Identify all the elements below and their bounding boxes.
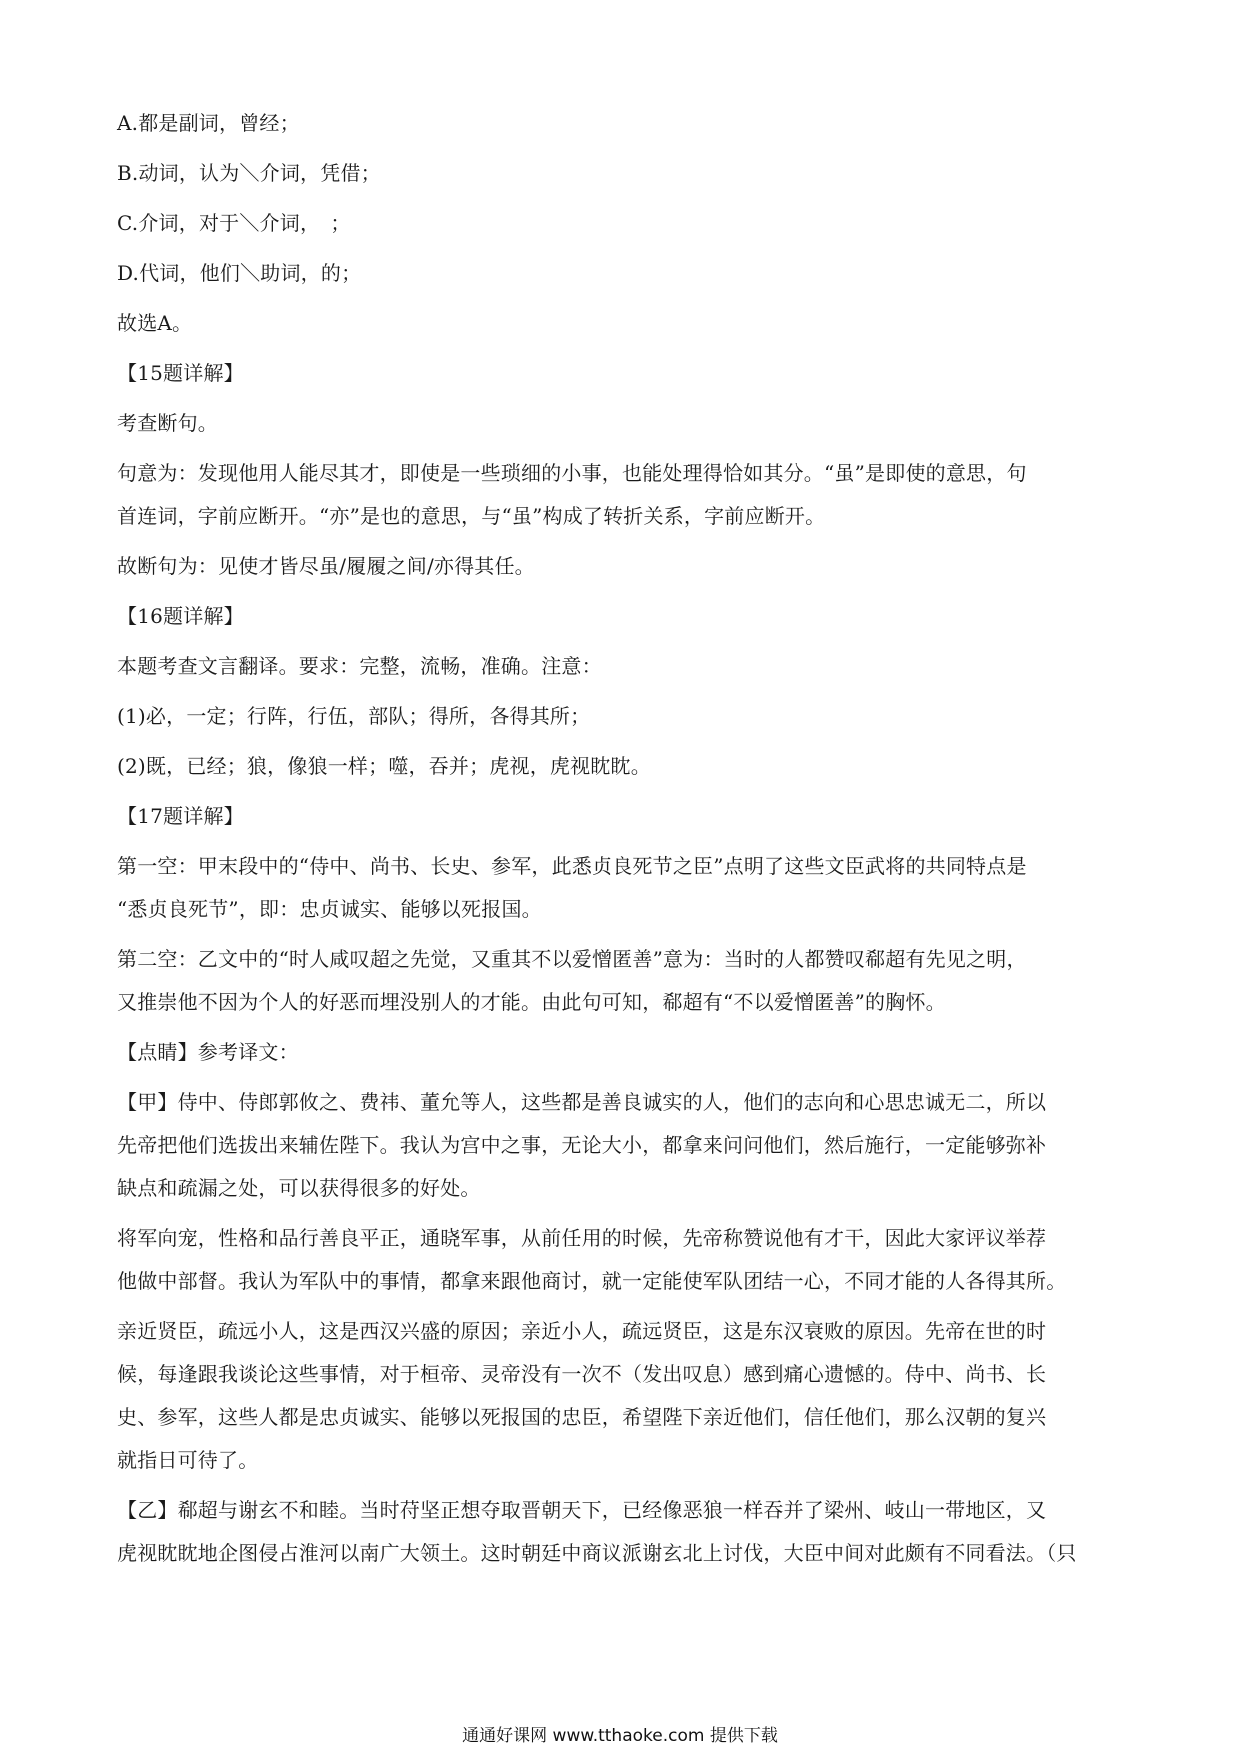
yi-para-line-1: 【乙】郗超与谢玄不和睦。当时苻坚正想夺取晋朝天下，已经像恶狼一样吞并了梁州、岐山一带地区，又 (117, 1498, 1047, 1522)
jia-para2-line-2: 他做中部督。我认为军队中的事情，都拿来跟他商讨，就一定能使军队团结一心，不同才能的人各得其所。 (117, 1269, 1067, 1293)
q17-blank2-line-2: 又推崇他不因为个人的好恶而埋没别人的才能。由此句可知，郗超有“不以爱憎匿善”的胸怀。 (117, 990, 946, 1014)
q17-blank1-line-2: “悉贞良死节”，即：忠贞诚实、能够以死报国。 (117, 897, 542, 921)
jia-para3-line-2: 候，每逢跟我谈论这些事情，对于桓帝、灵帝没有一次不（发出叹息）感到痛心遗憾的。侍中、尚书、长 (117, 1362, 1047, 1386)
jia-para1-line-2: 先帝把他们选拔出来辅佐陛下。我认为宫中之事，无论大小，都拿来问问他们，然后施行，一定能够弥补 (117, 1133, 1047, 1157)
jia-para1-line-3: 缺点和疏漏之处，可以获得很多的好处。 (117, 1176, 481, 1200)
document-body (117, 103, 1132, 1583)
jia-para2-line-1: 将军向宠，性格和品行善良平正，通晓军事，从前任用的时候，先帝称赞说他有才干，因此大家评议举荐 (117, 1226, 1047, 1250)
q15-meaning-line-1: 句意为：发现他用人能尽其才，即使是一些琐细的小事，也能处理得恰如其分。“虽”是即使的意思，句 (117, 461, 1027, 485)
page-footer: 通通好课网 www.tthaoke.com 提供下载 (462, 1726, 778, 1746)
yi-para-line-2: 虎视眈眈地企图侵占淮河以南广大领土。这时朝廷中商议派谢玄北上讨伐，大臣中间对此颇有不同看法。（只 (117, 1541, 1077, 1565)
q16-note-2: (2)既，已经；狼，像狼一样；噬，吞并；虎视，虎视眈眈。 (117, 754, 651, 778)
q15-meaning-line-2: 首连词，字前应断开。“亦”是也的意思，与“虽”构成了转折关系，字前应断开。 (117, 504, 826, 528)
option-a-line: A.都是副词，曾经； (117, 111, 300, 135)
option-c-line: C.介词，对于＼介词， ； (117, 211, 351, 235)
q16-heading: 【16题详解】 (117, 604, 244, 628)
jia-para3-line-4: 就指日可待了。 (117, 1448, 259, 1472)
q16-requirement: 本题考查文言翻译。要求：完整，流畅，准确。注意： (117, 654, 602, 678)
q17-blank1-line-1: 第一空：甲末段中的“侍中、尚书、长史、参军，此悉贞良死节之臣”点明了这些文臣武将的共同特点是 (117, 854, 1027, 878)
answer-line: 故选A。 (117, 311, 193, 335)
q15-heading: 【15题详解】 (117, 361, 244, 385)
q15-answer: 故断句为：见使才皆尽虽/履履之间/亦得其任。 (117, 554, 535, 578)
q16-note-1: (1)必，一定；行阵，行伍，部队；得所，各得其所； (117, 704, 591, 728)
q15-topic: 考查断句。 (117, 411, 218, 435)
jia-para1-line-1: 【甲】侍中、侍郎郭攸之、费祎、董允等人，这些都是善良诚实的人，他们的志向和心思忠诚无二，所以 (117, 1090, 1047, 1114)
q17-heading: 【17题详解】 (117, 804, 244, 828)
option-d-line: D.代词，他们＼助词，的； (117, 261, 362, 285)
option-b-line: B.动词，认为＼介词，凭借； (117, 161, 381, 185)
jia-para3-line-1: 亲近贤臣，疏远小人，这是西汉兴盛的原因；亲近小人，疏远贤臣，这是东汉衰败的原因。先帝在世的时 (117, 1319, 1047, 1343)
dianjing-heading: 【点睛】参考译文： (117, 1040, 299, 1064)
q17-blank2-line-1: 第二空：乙文中的“时人咸叹超之先觉，又重其不以爱憎匿善”意为：当时的人都赞叹郗超有先见之明， (117, 947, 1027, 971)
jia-para3-line-3: 史、参军，这些人都是忠贞诚实、能够以死报国的忠臣，希望陛下亲近他们，信任他们，那么汉朝的复兴 (117, 1405, 1047, 1429)
